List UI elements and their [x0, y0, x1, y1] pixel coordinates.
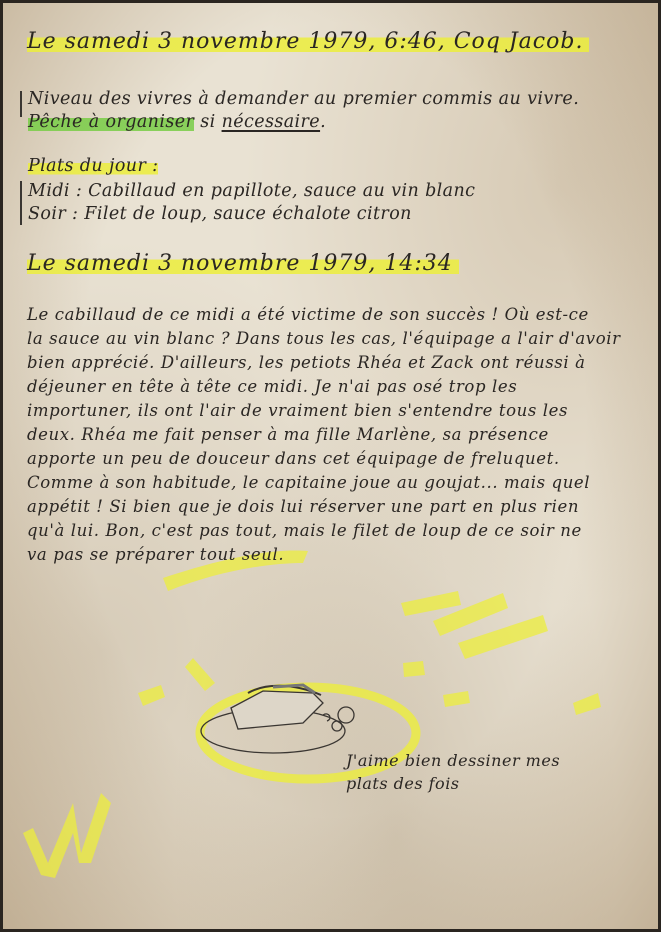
entry2-line: apporte un peu de douceur dans cet équipage de freluquet.	[27, 449, 560, 468]
margin-bracket	[20, 91, 27, 117]
journal-page	[3, 3, 658, 929]
plats-midi: Midi : Cabillaud en papillote, sauce au vin blanc	[28, 181, 476, 201]
entry2-line: importuner, ils ont l'air de vraiment bien s'entendre tous les	[27, 401, 569, 420]
entry1-heading: Le samedi 3 novembre 1979, 6:46, Coq Jacob.	[27, 29, 589, 54]
entry2-line: appétit ! Si bien que je dois lui réserver une part en plus rien	[27, 497, 580, 516]
plats-title: Plats du jour :	[28, 156, 159, 176]
sketch-caption-line1: J'aime bien dessiner mes	[346, 751, 561, 770]
plats-soir: Soir : Filet de loup, sauce échalote citron	[28, 204, 412, 224]
entry2-line: va pas se préparer tout seul.	[27, 545, 285, 564]
entry2-line: bien apprécié. D'ailleurs, les petiots Rhéa et Zack ont réussi à	[27, 353, 586, 372]
entry2-heading: Le samedi 3 novembre 1979, 14:34	[27, 251, 459, 276]
fishing-highlight: Pêche à organiser	[28, 112, 195, 132]
entry2-line: la sauce au vin blanc ? Dans tous les cas, l'équipage a l'air d'avoir	[27, 329, 621, 348]
entry2-line: qu'à lui. Bon, c'est pas tout, mais le filet de loup de ce soir ne	[27, 521, 582, 540]
sketch-caption-line2: plats des fois	[346, 774, 460, 793]
necessary-underlined: nécessaire	[221, 112, 321, 132]
plats-bracket	[20, 181, 27, 225]
entry1-line1: Niveau des vivres à demander au premier commis au vivre.	[28, 89, 580, 109]
entry2-line: deux. Rhéa me fait penser à ma fille Marlène, sa présence	[27, 425, 549, 444]
entry1-line2: Pêche à organiser si nécessaire.	[28, 112, 327, 132]
entry2-line: Comme à son habitude, le capitaine joue au goujat... mais quel	[27, 473, 591, 492]
entry2-line: déjeuner en tête à tête ce midi. Je n'ai pas osé trop les	[27, 377, 518, 396]
entry2-line: Le cabillaud de ce midi a été victime de son succès ! Où est-ce	[27, 305, 589, 324]
